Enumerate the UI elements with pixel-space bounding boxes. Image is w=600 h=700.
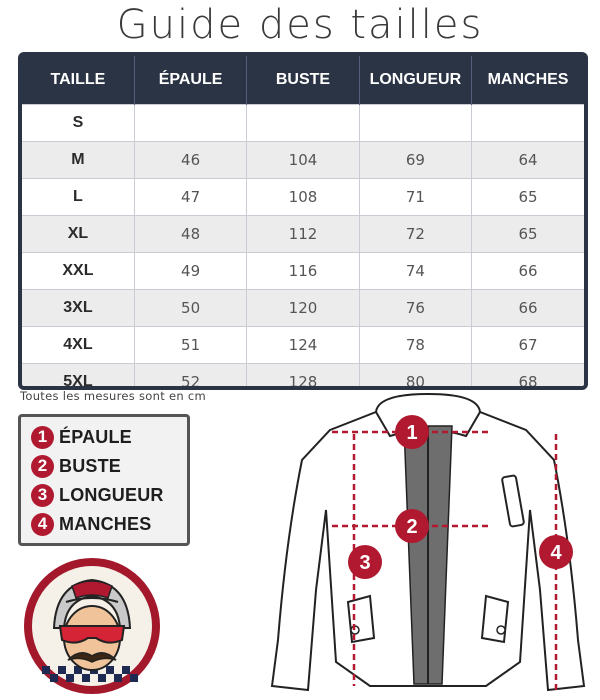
table-row xyxy=(22,253,584,290)
marker-2 xyxy=(395,509,429,543)
right-pocket xyxy=(482,596,508,642)
cell-size: 4XL xyxy=(22,327,134,364)
cell-value xyxy=(359,105,471,142)
cell-size: L xyxy=(22,179,134,216)
table-row xyxy=(22,105,584,142)
legend-label: LONGUEUR xyxy=(59,484,164,505)
cell-size: 5XL xyxy=(22,364,134,391)
page-title: Guide des tailles xyxy=(116,2,484,48)
table-row xyxy=(22,216,584,253)
cell-value: 78 xyxy=(359,327,471,364)
number-badge: 3 xyxy=(31,484,54,507)
legend-label: BUSTE xyxy=(59,455,122,476)
table-row xyxy=(22,364,584,391)
col-header-epaule: ÉPAULE xyxy=(134,56,246,105)
cell-value: 72 xyxy=(359,216,471,253)
marker-2-label: 2 xyxy=(406,516,418,538)
cell-value: 65 xyxy=(472,216,584,253)
cell-value xyxy=(134,105,246,142)
biker-mascot-logo xyxy=(22,556,162,696)
cell-value: 128 xyxy=(247,364,359,391)
measurement-note: Toutes les mesures sont en cm xyxy=(20,389,207,403)
col-header-longueur: LONGUEUR xyxy=(359,56,471,105)
marker-1 xyxy=(395,415,429,449)
table-row xyxy=(22,142,584,179)
legend-item xyxy=(31,453,121,479)
cell-value: 50 xyxy=(134,290,246,327)
size-table xyxy=(18,52,588,390)
cell-value: 47 xyxy=(134,179,246,216)
cell-value xyxy=(247,105,359,142)
cell-value: 66 xyxy=(472,253,584,290)
cell-size: S xyxy=(22,105,134,142)
legend-label: ÉPAULE xyxy=(59,426,132,447)
marker-3 xyxy=(348,545,382,579)
cell-value: 66 xyxy=(472,290,584,327)
jacket-measurement-diagram xyxy=(258,390,598,700)
cell-value: 48 xyxy=(134,216,246,253)
table-row xyxy=(22,290,584,327)
cell-value: 67 xyxy=(472,327,584,364)
cell-value: 74 xyxy=(359,253,471,290)
cell-size: XL xyxy=(22,216,134,253)
cell-value: 80 xyxy=(359,364,471,391)
cell-value: 104 xyxy=(247,142,359,179)
cell-value: 52 xyxy=(134,364,246,391)
cell-value xyxy=(472,105,584,142)
cell-value: 49 xyxy=(134,253,246,290)
number-badge: 1 xyxy=(31,426,54,449)
cell-value: 71 xyxy=(359,179,471,216)
col-header-buste: BUSTE xyxy=(247,56,359,105)
number-badge: 2 xyxy=(31,455,54,478)
marker-3-label: 3 xyxy=(359,552,371,574)
cell-value: 124 xyxy=(247,327,359,364)
cell-value: 69 xyxy=(359,142,471,179)
legend-item xyxy=(31,482,164,508)
left-pocket xyxy=(348,596,374,642)
cell-value: 76 xyxy=(359,290,471,327)
table-row xyxy=(22,179,584,216)
cell-size: XXL xyxy=(22,253,134,290)
cell-value: 65 xyxy=(472,179,584,216)
cell-value: 120 xyxy=(247,290,359,327)
cell-value: 64 xyxy=(472,142,584,179)
cell-size: 3XL xyxy=(22,290,134,327)
table-row xyxy=(22,327,584,364)
legend-item xyxy=(31,511,151,537)
col-header-taille: TAILLE xyxy=(22,56,134,105)
cell-value: 51 xyxy=(134,327,246,364)
marker-4-label: 4 xyxy=(550,542,562,564)
marker-1-label: 1 xyxy=(406,422,418,444)
cell-value: 108 xyxy=(247,179,359,216)
legend-label: MANCHES xyxy=(59,513,152,534)
cell-size: M xyxy=(22,142,134,179)
table-header-row xyxy=(22,56,584,105)
number-badge: 4 xyxy=(31,513,54,536)
cell-value: 116 xyxy=(247,253,359,290)
legend-item xyxy=(31,424,132,450)
marker-4 xyxy=(539,535,573,569)
cell-value: 46 xyxy=(134,142,246,179)
cell-value: 68 xyxy=(472,364,584,391)
measurement-legend xyxy=(18,414,190,546)
col-header-manches: MANCHES xyxy=(472,56,584,105)
cell-value: 112 xyxy=(247,216,359,253)
